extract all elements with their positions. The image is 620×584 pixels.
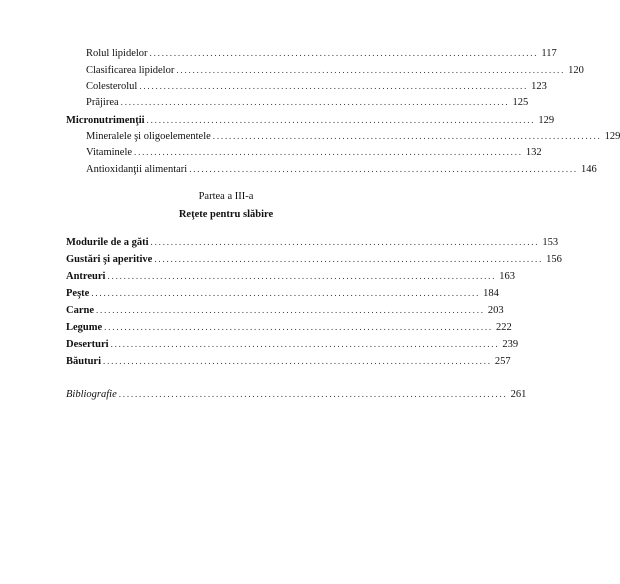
- toc-chapter-title: Băuturi: [66, 356, 102, 367]
- leader-dots: ................................................................................................: [149, 48, 539, 58]
- toc-chapter-entry: [66, 287, 499, 300]
- toc-entry-title: Colesterolul: [86, 81, 138, 92]
- toc-chapter-title: Deserturi: [66, 339, 109, 350]
- toc-entry: [86, 146, 542, 159]
- toc-chapter-entry: [66, 270, 516, 283]
- toc-entry: [86, 130, 620, 143]
- toc-section-title: Micronutrimenţii: [66, 115, 145, 126]
- toc-entry: [86, 163, 597, 176]
- toc-chapter-title: Carne: [66, 305, 94, 316]
- toc-chapter-entry: [66, 355, 511, 368]
- toc-entry: [86, 47, 557, 60]
- toc-chapter-entry: [66, 253, 562, 266]
- toc-entry-title: Vitaminele: [86, 147, 133, 158]
- toc-chapter-entry: [66, 338, 519, 351]
- leader-dots: ................................................................................................: [189, 164, 578, 174]
- toc-chapter-page: 239: [502, 339, 519, 350]
- leader-dots: ................................................................................................: [96, 305, 485, 315]
- toc-entry-title: Clasificarea lipidelor: [86, 65, 175, 76]
- toc-entry-page: 123: [531, 81, 547, 92]
- toc-entry-page: 117: [541, 48, 557, 59]
- bibliography-page: 261: [510, 389, 527, 400]
- leader-dots: ................................................................................................: [118, 389, 508, 399]
- toc-chapter-title: Peşte: [66, 288, 90, 299]
- leader-dots: ................................................................................................: [176, 65, 566, 75]
- leader-dots: ................................................................................................: [154, 254, 544, 264]
- part-title: Reţete pentru slăbire: [178, 209, 274, 220]
- leader-dots: ................................................................................................: [134, 147, 523, 157]
- leader-dots: ................................................................................................: [104, 322, 493, 332]
- toc-entry: [86, 80, 547, 93]
- leader-dots: ................................................................................................: [91, 288, 481, 298]
- toc-chapter-page: 153: [542, 237, 559, 248]
- toc-chapter-title: Legume: [66, 322, 103, 333]
- toc-entry-page: 129: [604, 131, 620, 142]
- leader-dots: ................................................................................................: [107, 271, 497, 281]
- toc-chapter-entry: [66, 304, 504, 317]
- toc-bibliography-entry: [66, 388, 527, 401]
- toc-chapter-entry: [66, 236, 559, 249]
- toc-chapter-page: 163: [499, 271, 516, 282]
- leader-dots: ................................................................................................: [150, 237, 540, 247]
- toc-chapter-page: 184: [483, 288, 499, 299]
- toc-entry-title: Prăjirea: [86, 97, 119, 108]
- toc-entry-page: 125: [512, 97, 529, 108]
- leader-dots: ................................................................................................: [139, 81, 529, 91]
- toc-chapter-page: 156: [546, 254, 562, 265]
- toc-chapter-page: 257: [494, 356, 511, 367]
- toc-entry-page: 146: [581, 164, 597, 175]
- toc-chapter-title: Gustări şi aperitive: [66, 254, 153, 265]
- toc-entry-title: Mineralele şi oligoelementele: [86, 131, 211, 142]
- leader-dots: ................................................................................................: [103, 356, 492, 366]
- toc-entry-page: 132: [525, 147, 542, 158]
- toc-entry: [86, 64, 584, 77]
- toc-chapter-title: Antreuri: [66, 271, 106, 282]
- bibliography-title: Bibliografie: [66, 389, 117, 400]
- toc-chapter-page: 203: [487, 305, 504, 316]
- part-label: Partea a III-a: [198, 191, 254, 202]
- leader-dots: ................................................................................................: [120, 97, 510, 107]
- toc-entry-title: Rolul lipidelor: [86, 48, 148, 59]
- leader-dots: ................................................................................................: [212, 131, 602, 141]
- toc-section-page: 129: [538, 115, 555, 126]
- toc-entry-page: 120: [568, 65, 584, 76]
- toc-chapter-entry: [66, 321, 512, 334]
- toc-chapter-page: 222: [495, 322, 512, 333]
- toc-chapter-title: Modurile de a găti: [66, 237, 149, 248]
- toc-entry: [86, 96, 529, 109]
- leader-dots: ................................................................................................: [146, 115, 536, 125]
- toc-section-entry: [66, 114, 555, 127]
- leader-dots: ................................................................................................: [110, 339, 500, 349]
- toc-entry-title: Antioxidanţii alimentari: [86, 164, 188, 175]
